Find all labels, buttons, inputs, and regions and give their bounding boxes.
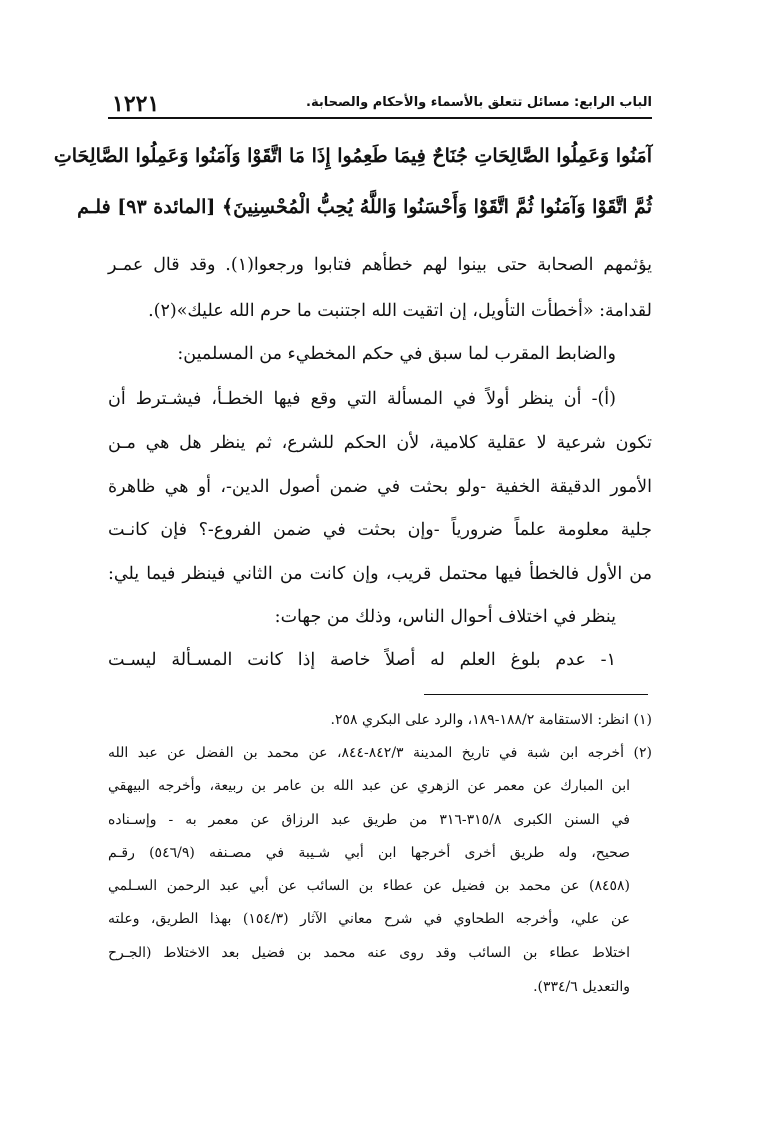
footnote-2-line-2: ابن المبارك عن معمر عن الزهري عن عبد الله بن عامر بن ربيعة، وأخرجه البيهقي xyxy=(108,778,630,794)
footnote-separator xyxy=(424,694,648,695)
footnote-2-line-7: اختلاط عطاء بن السائب وقد روى عنه محمد بن فضيل بعد الاختلاط (الجـرح xyxy=(108,945,630,961)
body-line-8: الأمور الدقيقة الخفية -ولو بحثت في ضمن أصول الدين-، أو هي ظاهرة xyxy=(108,477,652,497)
body-line-11: ينظر في اختلاف أحوال الناس، وذلك من جهات: xyxy=(274,607,616,627)
body-line-3: يؤثمهم الصحابة حتى بينوا لهم خطأهم فتابوا ورجعوا(١). وقد قال عمـر xyxy=(108,255,652,275)
body-line-7: تكون شرعية لا عقلية كلامية، لأن الحكم للشرع، ثم ينظر هل هي مـن xyxy=(108,433,652,453)
body-line-5: والضابط المقرب لما سبق في حكم المخطيء من المسلمين: xyxy=(177,344,616,364)
body-line-9: جلية معلومة علماً ضرورياً -وإن بحثت في ضمن الفروع-؟ فإن كانـت xyxy=(108,520,652,540)
footnote-2-line-6: عن علي، وأخرجه الطحاوي في شرح معاني الآثار (١٥٤/٣) بهذا الطريق، وعلته xyxy=(108,911,630,927)
footnote-2-line-4: صحيح، وله طريق أخرى أخرجها ابن أبي شـيبة في مصـنفه (٥٤٦/٩) رقـم xyxy=(108,845,630,861)
body-line-10: من الأول فالخطأ فيها محتمل قريب، وإن كانت من الثاني فينظر فيما يلي: xyxy=(108,564,652,584)
body-line-quran-1: آمَنُوا وَعَمِلُوا الصَّالِحَاتِ جُنَاحٌ فِيمَا طَعِمُوا إِذَا مَا اتَّقَوْا وَآمَنُوا وَعَمِلُوا الصَّالِحَاتِ xyxy=(53,145,652,167)
footnote-2-line-5: (٨٤٥٨) عن محمد بن فضيل عن عطاء بن السائب عن أبي عبد الرحمن السـلمي xyxy=(108,878,630,894)
body-line-quran-2: ثُمَّ اتَّقَوْا وَآمَنُوا ثُمَّ اتَّقَوْا وَأَحْسَنُوا وَاللَّهُ يُحِبُّ الْمُحْسِنِينَ﴾ [المائدة ٩٣] فلـم xyxy=(77,196,652,218)
footnote-2-line-8: والتعديل ٣٣٤/٦). xyxy=(533,979,630,995)
body-line-6: (أ)- أن ينظر أولاً في المسألة التي وقع فيها الخطـأ، فيشـترط أن xyxy=(108,389,616,409)
footnote-2-line-1: (٢) أخرجه ابن شبة في تاريخ المدينة ٨٤٢/٣-٨٤٤، عن محمد بن الفضل عن عبد الله xyxy=(108,745,652,761)
page-number: ١٢٢١ xyxy=(112,91,160,117)
footnote-2-line-3: في السنن الكبرى ٣١٥/٨-٣١٦ من طريق عبد الرزاق عن معمر به - وإسـناده xyxy=(108,812,630,828)
chapter-title: الباب الرابع: مسائل تتعلق بالأسماء والأحكام والصحابة. xyxy=(306,95,652,110)
footnote-1: (١) انظر: الاستقامة ١٨٨/٢-١٨٩، والرد على البكري ٢٥٨. xyxy=(330,712,652,728)
body-line-4: لقدامة: «أخطأت التأويل، إن اتقيت الله اجتنبت ما حرم الله عليك»(٢). xyxy=(148,301,652,321)
running-header xyxy=(108,93,652,119)
body-line-12: ١- عدم بلوغ العلم له أصلاً خاصة إذا كانت المسـألة ليسـت xyxy=(108,650,616,670)
